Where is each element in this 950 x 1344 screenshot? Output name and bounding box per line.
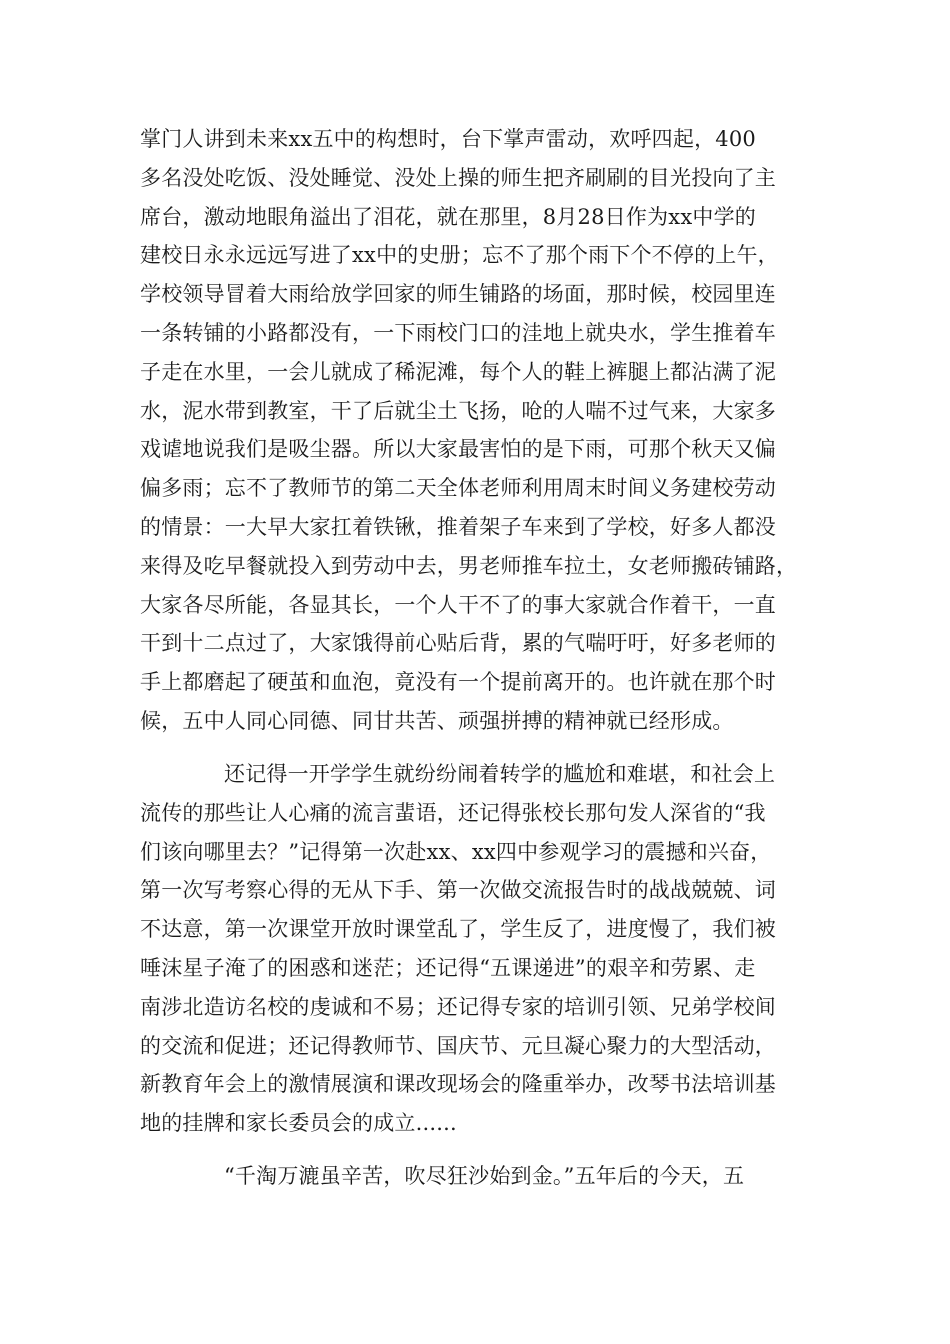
text-line: 席台，激动地眼角溢出了泪花，就在那里，8月28日作为xx中学的 — [140, 204, 756, 229]
text-line: 大家各尽所能，各显其长，一个人干不了的事大家就合作着干，一直 — [140, 592, 776, 617]
text-line: 第一次写考察心得的无从下手、第一次做交流报告时的战战兢兢、词 — [140, 878, 776, 903]
text-line: 多名没处吃饭、没处睡觉、没处上操的师生把齐刷刷的目光投向了主 — [140, 165, 776, 190]
text-line: 来得及吃早餐就投入到劳动中去，男老师推车拉土，女老师搬砖铺路， — [140, 553, 798, 578]
text-line: 学校领导冒着大雨给放学回家的师生铺路的场面，那时候，校园里连 — [140, 282, 776, 307]
text-line: 新教育年会上的激情展演和课改现场会的隆重举办，改琴书法培训基 — [140, 1072, 776, 1097]
text-line: 干到十二点过了，大家饿得前心贴后背，累的气喘吁吁，好多老师的 — [140, 631, 776, 656]
paragraph-3 — [140, 1157, 820, 1196]
text-line: “千淘万漉虽辛苦，吹尽狂沙始到金。”五年后的今天，五 — [224, 1164, 745, 1188]
paragraph-1 — [140, 120, 820, 741]
text-line: 偏多雨；忘不了教师节的第二天全体老师利用周末时间义务建校劳动 — [140, 476, 776, 501]
text-line: 们该向哪里去？”记得第一次赴xx、xx四中参观学习的震撼和兴奋， — [140, 839, 772, 864]
paragraph-2 — [140, 755, 820, 1143]
text-line: 的情景：一大早大家扛着铁锹，推着架子车来到了学校，好多人都没 — [140, 514, 776, 539]
text-line: 子走在水里，一会儿就成了稀泥滩，每个人的鞋上裤腿上都沾满了泥 — [140, 359, 776, 384]
text-line: 掌门人讲到未来xx五中的构想时，台下掌声雷动，欢呼四起，400 — [140, 127, 756, 151]
text-line: 唾沫星子淹了的困惑和迷茫；还记得“五课递进”的艰辛和劳累、走 — [140, 955, 756, 980]
text-line: 手上都磨起了硬茧和血泡，竟没有一个提前离开的。也许就在那个时 — [140, 670, 776, 695]
text-line: 流传的那些让人心痛的流言蜚语，还记得张校长那句发人深省的“我 — [140, 800, 766, 825]
text-line: 南涉北造访名校的虔诚和不易；还记得专家的培训引领、兄弟学校间 — [140, 994, 776, 1019]
text-line: 还记得一开学学生就纷纷闹着转学的尴尬和难堪，和社会上 — [224, 762, 776, 786]
text-line: 不达意，第一次课堂开放时课堂乱了，学生反了，进度慢了，我们被 — [140, 917, 776, 942]
text-line: 戏谑地说我们是吸尘器。所以大家最害怕的是下雨，可那个秋天又偏 — [140, 437, 776, 462]
text-line: 一条转铺的小路都没有，一下雨校门口的洼地上就央水，学生推着车 — [140, 320, 776, 345]
text-line: 地的挂牌和家长委员会的成立...... — [140, 1111, 457, 1136]
text-line: 的交流和促进；还记得教师节、国庆节、元旦凝心聚力的大型活动， — [140, 1033, 776, 1058]
text-line: 候，五中人同心同德、同甘共苦、顽强拼搏的精神就已经形成。 — [140, 708, 734, 733]
text-line: 水，泥水带到教室，干了后就尘土飞扬，呛的人喘不过气来，大家多 — [140, 398, 776, 423]
text-line: 建校日永永远远写进了xx中的史册；忘不了那个雨下个不停的上午， — [140, 243, 779, 268]
